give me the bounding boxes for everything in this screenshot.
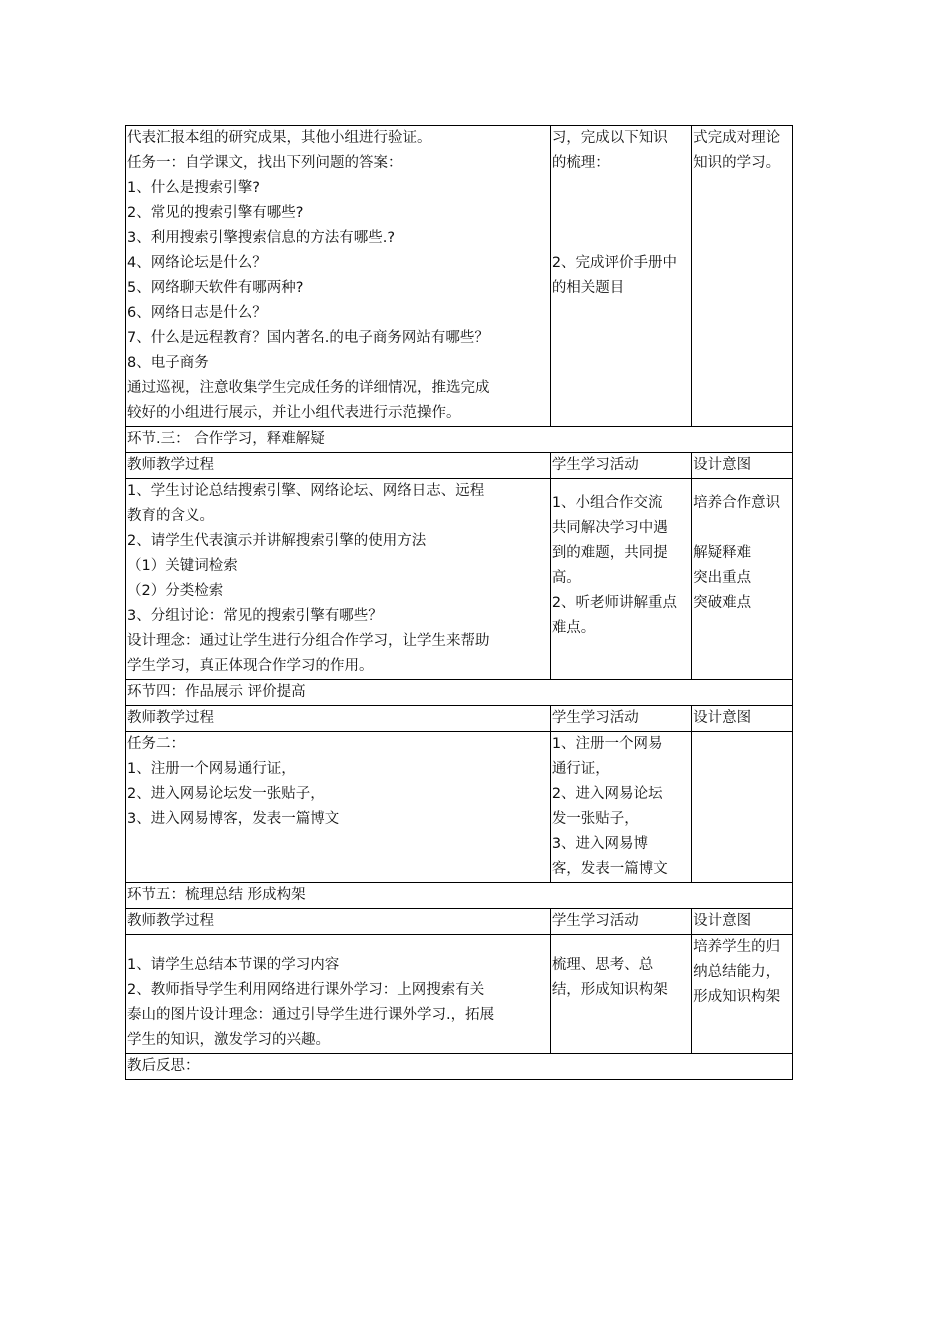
text-line: 3、利用搜索引擎搜索信息的方法有哪些.? xyxy=(127,230,396,246)
text-line: （1）关键词检索 xyxy=(127,558,238,574)
text-line: 通过巡视，注意收集学生完成任务的详细情况，推选完成 xyxy=(127,380,490,396)
section-title xyxy=(126,427,793,453)
section-title-text: 环节.三： 合作学习，释难解疑 xyxy=(127,431,325,447)
text-line: 突破难点 xyxy=(693,595,752,611)
reflection-row xyxy=(126,1054,793,1080)
text-line: 2、听老师讲解重点 xyxy=(551,595,678,611)
student-activity-cell xyxy=(550,935,691,1054)
reflection-label: 教后反思： xyxy=(127,1058,200,1074)
teacher-process-cell xyxy=(126,732,551,883)
text-line: 习，完成以下知识 xyxy=(551,130,668,146)
header-intent: 设计意图 xyxy=(692,909,793,935)
text-line: 的相关题目 xyxy=(551,280,625,296)
section-row xyxy=(126,680,793,706)
text-line: 设计理念：通过让学生进行分组合作学习，让学生来帮助 xyxy=(127,633,490,649)
text-line: 任务二： xyxy=(127,736,185,752)
header-row xyxy=(126,706,793,732)
text-line: 6、网络日志是什么？ xyxy=(127,305,267,321)
header-row xyxy=(126,453,793,479)
text-line: 泰山的图片设计理念：通过引导学生进行课外学习.，拓展 xyxy=(127,1007,495,1023)
text-line: 2、常见的搜索引擎有哪些? xyxy=(127,205,304,221)
text-line: 2、请学生代表演示并讲解搜索引擎的使用方法 xyxy=(127,533,427,549)
text-line: 3、进入网易博客，发表一篇博文 xyxy=(127,811,340,827)
student-activity-cell xyxy=(550,479,691,680)
text-line: 1、小组合作交流 xyxy=(551,495,663,511)
text-line: 2、教师指导学生利用网络进行课外学习：上网搜索有关 xyxy=(127,982,485,998)
text-line: 1、学生讨论总结搜索引擎、网络论坛、网络日志、远程 xyxy=(127,483,485,499)
text-line: 结，形成知识构架 xyxy=(551,982,668,998)
header-row xyxy=(126,909,793,935)
table-row xyxy=(126,935,793,1054)
text-line: 知识的学习。 xyxy=(693,155,781,171)
header-student: 学生学习活动 xyxy=(550,453,691,479)
reflection-cell xyxy=(126,1054,793,1080)
text-line: 梳理、思考、总 xyxy=(551,957,654,973)
section-title xyxy=(126,680,793,706)
text-line: 共同解决学习中遇 xyxy=(551,520,668,536)
text-line: 客，发表一篇博文 xyxy=(551,861,668,877)
text-line: 1、注册一个网易 xyxy=(551,736,663,752)
table-row xyxy=(126,126,793,427)
text-line: 到的难题，共同提 xyxy=(551,545,668,561)
header-intent: 设计意图 xyxy=(692,453,793,479)
text-line: 代表汇报本组的研究成果，其他小组进行验证。 xyxy=(127,130,432,146)
section-title-text: 环节四：作品展示 评价提高 xyxy=(127,684,306,700)
text-line: 教育的含义。 xyxy=(127,508,214,524)
text-line: 3、分组讨论：常见的搜索引擎有哪些？ xyxy=(127,608,383,624)
design-intent-cell xyxy=(692,126,793,427)
text-line: 式完成对理论 xyxy=(693,130,781,146)
text-line: 1、什么是搜索引擎? xyxy=(127,180,260,196)
table-row xyxy=(126,732,793,883)
student-activity-cell xyxy=(550,126,691,427)
section-title xyxy=(126,883,793,909)
section-row xyxy=(126,883,793,909)
text-line: （2）分类检索 xyxy=(127,583,224,599)
text-line: 4、网络论坛是什么？ xyxy=(127,255,267,271)
text-line: 培养合作意识 xyxy=(693,495,781,511)
text-line: 突出重点 xyxy=(693,570,752,586)
design-intent-cell xyxy=(692,935,793,1054)
text-line: 2、进入网易论坛 xyxy=(551,786,663,802)
text-line: 较好的小组进行展示，并让小组代表进行示范操作。 xyxy=(127,405,461,421)
section-row xyxy=(126,427,793,453)
text-line: 的梳理： xyxy=(551,155,610,171)
text-line: 纳总结能力， xyxy=(693,964,781,980)
text-line: 8、电子商务 xyxy=(127,355,209,371)
text-line: 7、什么是远程教育？国内著名.的电子商务网站有哪些？ xyxy=(127,330,489,346)
section-title-text: 环节五：梳理总结 形成构架 xyxy=(127,887,306,903)
design-intent-cell xyxy=(692,479,793,680)
text-line: 3、进入网易博 xyxy=(551,836,649,852)
header-teacher: 教师教学过程 xyxy=(126,453,551,479)
text-line: 2、完成评价手册中 xyxy=(551,255,678,271)
text-line: 解疑释难 xyxy=(693,545,752,561)
text-line: 任务一：自学课文，找出下列问题的答案： xyxy=(127,155,403,171)
text-line: 通行证， xyxy=(551,761,610,777)
header-teacher: 教师教学过程 xyxy=(126,909,551,935)
text-line: 5、网络聊天软件有哪两种? xyxy=(127,280,304,296)
lesson-plan-table xyxy=(125,125,793,1080)
text-line: 学生学习，真正体现合作学习的作用。 xyxy=(127,658,374,674)
text-line: 2、进入网易论坛发一张贴子， xyxy=(127,786,325,802)
header-student: 学生学习活动 xyxy=(550,706,691,732)
teacher-process-cell xyxy=(126,479,551,680)
header-teacher: 教师教学过程 xyxy=(126,706,551,732)
text-line: 1、注册一个网易通行证， xyxy=(127,761,296,777)
text-line: 形成知识构架 xyxy=(693,989,781,1005)
text-line: 难点。 xyxy=(551,620,596,636)
text-line: 1、请学生总结本节课的学习内容 xyxy=(127,957,340,973)
text-line: 发一张贴子， xyxy=(551,811,639,827)
teacher-process-cell xyxy=(126,126,551,427)
table-row xyxy=(126,479,793,680)
teacher-process-cell xyxy=(126,935,551,1054)
header-intent: 设计意图 xyxy=(692,706,793,732)
text-line: 学生的知识，激发学习的兴趣。 xyxy=(127,1032,330,1048)
text-line: 高。 xyxy=(551,570,581,586)
design-intent-cell xyxy=(692,732,793,883)
text-line: 培养学生的归 xyxy=(693,939,781,955)
header-student: 学生学习活动 xyxy=(550,909,691,935)
student-activity-cell xyxy=(550,732,691,883)
